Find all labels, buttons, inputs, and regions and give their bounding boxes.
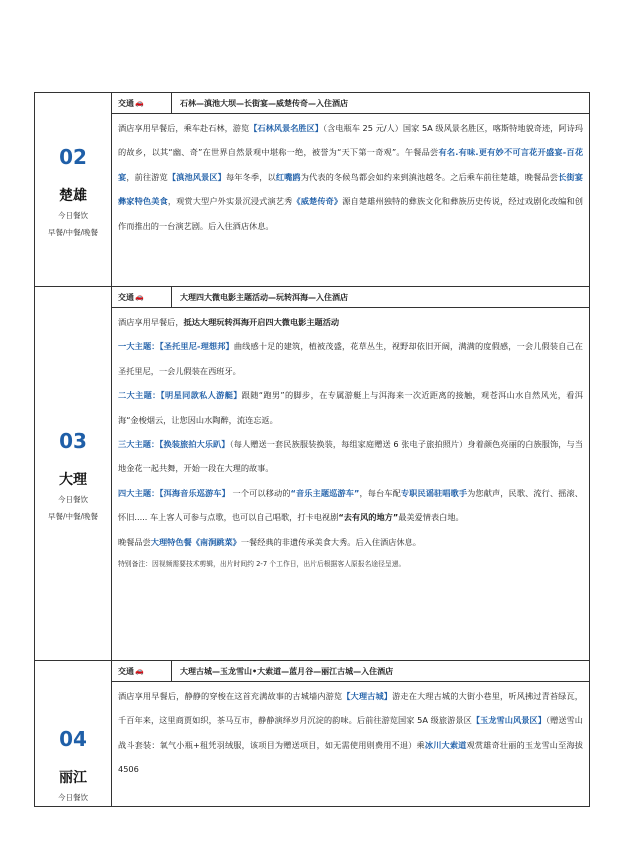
- day-number: 04: [59, 727, 87, 751]
- meals-list: 早餐/中餐/晚餐: [47, 227, 99, 237]
- day-03-route-row: [112, 287, 590, 308]
- meals-today-label: 今日餐饮: [58, 210, 88, 220]
- meals-list: 早餐/中餐/晚餐: [47, 511, 99, 521]
- car-icon: 🚗: [135, 293, 144, 301]
- traffic-label: 交通 🚗: [112, 287, 172, 307]
- day-02-description: 酒店享用早餐后，乘车赴石林，游览【石林风景名胜区】（含电瓶车 25 元/人）国家 5A 级风景名胜区，喀斯特地貌奇迹，阿诗玛的故乡，以其“幽、奇”在世界自然景观中堪称一绝，被誉为“天下第一奇观”。午餐品尝有名.有味.更有妙不可言花开盛宴-百花宴，前往游览【滇池风景区】每年冬季，以红嘴鸥为代表的冬候鸟都会如约来到滇池越冬。之后乘车前往楚雄，晚餐品尝长街宴彝家特色美食，观赏大型户外实景沉浸式演艺秀《威楚传奇》源自楚雄州独特的彝族文化和彝族历史传说，经过戏剧化改编和创作而推出的一台演艺剧。后入住酒店休息。: [112, 114, 590, 287]
- day-03-cell: [35, 287, 112, 661]
- day-04-route-row: [112, 661, 590, 682]
- route-text: 石林—滇池大坝—长街宴—威楚传奇—入住酒店: [180, 98, 348, 108]
- meals-today-label: 今日餐饮: [58, 793, 88, 802]
- day-city: 丽江: [59, 770, 87, 786]
- day-03-description: 酒店享用早餐后，抵达大理玩转洱海开启四大微电影主题活动 一大主题：【圣托里尼-理想邦】曲线感十足的建筑，植被茂盛，花草丛生，视野却依旧开阔，满满的度假感，一会儿假装自己在圣托里尼，一会儿假装在西班牙。 二大主题：【明星同款私人游艇】跟随“跑男”的脚步，在专属游艇上与洱海来一次近距离的接触，观苍洱山水自然风光，看洱海“金梭烟云，让您因山水陶醉，流连忘返。 三大主题：【换装旅拍大乐趴】（每人赠送一套民族服装换装，每组家庭赠送 6 张电子旅拍照片）身着颜色亮丽的白族服饰，与当地金花一起共舞，开始一段在大理的故事。 四大主题：【洱海音乐巡游车】 一个可以移动的“音乐主题巡游车”，每台车配专职民谣驻唱歌手为您献声，民歌、流行、摇滚、怀旧..... 车上客人可参与点歌，也可以自己唱歌，打卡电视剧“去有风的地方”最美爱情表白地。 晚餐品尝大理特色餐《南涧跳菜》一餐经典的非遗传承美食大秀。后入住酒店休息。 特别备注：因视频需要技术剪辑，出片时间约 2-7 个工作日，出片后根据客人原报名途径呈递。: [112, 308, 590, 661]
- day-02-cell: [35, 93, 112, 287]
- day-number: 03: [59, 428, 87, 453]
- car-icon: 🚗: [135, 667, 144, 675]
- day-city: 大理: [59, 471, 87, 488]
- day-04-description: 酒店享用早餐后，静静的穿梭在这首充满故事的古城墙内游览【大理古城】游走在大理古城的大街小巷里，听风拂过青苔绿瓦，千百年来，这里商贾如织，茶马互市，静静演绎岁月沉淀的韵味。后前往游览国家 5A 级旅游景区【玉龙雪山风景区】（赠送雪山战斗套装：氧气小瓶+租凭羽绒服，该项目为赠送项目，如无需使用则费用不退）乘冰川大索道观赏雄奇壮丽的玉龙雪山至海拔 4506: [112, 682, 590, 807]
- itinerary-table: [34, 92, 590, 807]
- special-note: 特别备注：因视频需要技术剪辑，出片时间约 2-7 个工作日，出片后根据客人原报名途径呈递。: [118, 560, 406, 569]
- car-icon: 🚗: [135, 99, 144, 107]
- traffic-label: 交通 🚗: [112, 93, 172, 113]
- meals-today-label: 今日餐饮: [58, 494, 88, 504]
- traffic-label: 交通 🚗: [112, 661, 172, 681]
- route-text: 大理古城—玉龙雪山•大索道—蓝月谷—丽江古城—入住酒店: [180, 666, 394, 676]
- day-number: 02: [59, 144, 87, 169]
- day-04-cell: [35, 661, 112, 807]
- day-city: 楚雄: [59, 187, 87, 204]
- route-text: 大理四大微电影主题活动—玩转洱海—入住酒店: [180, 292, 348, 302]
- day-02-route-row: [112, 93, 590, 114]
